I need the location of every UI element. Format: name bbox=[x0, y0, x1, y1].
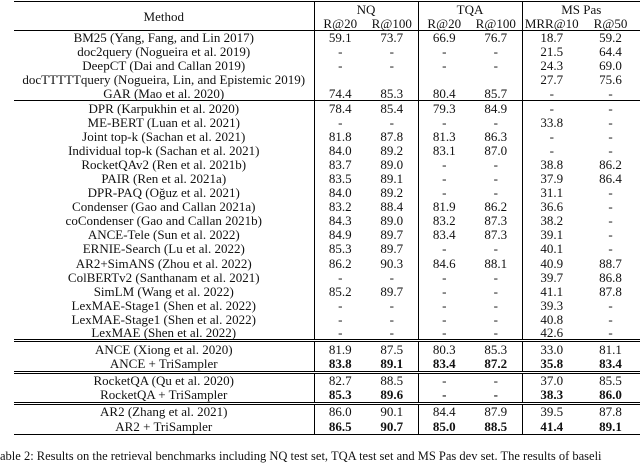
value-cell: 84.3 bbox=[328, 213, 352, 229]
value-cell: 35.8 bbox=[540, 356, 564, 372]
value-cell: - bbox=[608, 100, 613, 116]
table-row bbox=[14, 73, 640, 87]
value-cell bbox=[314, 73, 366, 87]
value-cell: 85.5 bbox=[599, 373, 622, 389]
value-cell: 88.7 bbox=[599, 255, 622, 271]
value-cell: - bbox=[338, 44, 343, 60]
value-cell: - bbox=[366, 312, 418, 326]
value-cell: 89.0 bbox=[366, 214, 418, 228]
value-cell: 88.5 bbox=[366, 372, 418, 388]
group-header-mspas: MS Pas bbox=[561, 1, 602, 17]
table-body bbox=[14, 31, 640, 435]
table-caption: able 2: Results on the retrieval benchmarks including NQ test set, TQA test set and MS Pas dev set. The results of baseli bbox=[0, 449, 602, 463]
value-cell: 85.7 bbox=[470, 87, 522, 101]
value-cell: 87.5 bbox=[366, 341, 418, 357]
value-cell: 84.0 bbox=[328, 185, 352, 201]
value-cell: 75.6 bbox=[599, 72, 622, 88]
value-cell: 87.3 bbox=[470, 228, 522, 242]
value-cell: 81.8 bbox=[328, 128, 352, 144]
value-cell: 87.2 bbox=[470, 357, 522, 373]
value-cell bbox=[418, 73, 470, 87]
value-cell bbox=[470, 73, 522, 87]
value-cell: - bbox=[608, 227, 613, 243]
value-cell: - bbox=[608, 142, 613, 158]
value-cell: 39.1 bbox=[540, 227, 564, 243]
method-cell: GAR (Mao et al. 2020) bbox=[14, 87, 314, 101]
value-cell: 82.7 bbox=[328, 373, 352, 389]
value-cell: 85.3 bbox=[328, 387, 352, 403]
value-cell: - bbox=[442, 156, 447, 172]
value-cell: - bbox=[470, 312, 522, 326]
value-cell: 89.2 bbox=[366, 143, 418, 157]
value-cell: - bbox=[442, 241, 447, 257]
value-cell: 81.9 bbox=[328, 342, 352, 358]
value-cell: - bbox=[608, 114, 613, 130]
value-cell: 38.8 bbox=[540, 156, 564, 172]
method-header: Method bbox=[14, 2, 314, 31]
value-cell: - bbox=[470, 115, 522, 129]
value-cell: 83.2 bbox=[328, 199, 352, 215]
method-cell: LexMAE-Stage1 (Shen et al. 2022) bbox=[14, 298, 314, 312]
value-cell: 83.4 bbox=[599, 356, 622, 372]
value-cell: 87.0 bbox=[470, 143, 522, 157]
table-row bbox=[14, 214, 640, 228]
value-cell bbox=[366, 73, 418, 87]
value-cell: 85.4 bbox=[366, 101, 418, 115]
value-cell: 39.7 bbox=[540, 269, 564, 285]
value-cell: 83.1 bbox=[432, 142, 456, 158]
value-cell: 39.3 bbox=[540, 297, 564, 313]
method-cell: ME-BERT (Luan et al. 2021) bbox=[14, 115, 314, 129]
table-row bbox=[14, 87, 640, 101]
value-cell: - bbox=[442, 373, 447, 389]
value-cell: - bbox=[338, 269, 343, 285]
value-cell: - bbox=[470, 186, 522, 200]
metric-header: R@20 bbox=[323, 15, 358, 31]
method-cell: Individual top-k (Sachan et al. 2021) bbox=[14, 143, 314, 157]
value-cell: 37.0 bbox=[540, 373, 564, 389]
value-cell: 59.2 bbox=[599, 30, 622, 46]
results-table bbox=[14, 1, 640, 435]
method-cell: ANCE-Tele (Sun et al. 2022) bbox=[14, 228, 314, 242]
value-cell: 86.2 bbox=[599, 156, 622, 172]
value-cell: 90.7 bbox=[366, 419, 418, 435]
value-cell: - bbox=[470, 298, 522, 312]
method-cell: ERNIE-Search (Lu et al. 2022) bbox=[14, 242, 314, 256]
value-cell: 83.4 bbox=[432, 227, 456, 243]
method-cell: BM25 (Yang, Fang, and Lin 2017) bbox=[14, 31, 314, 45]
value-cell: - bbox=[549, 100, 554, 116]
value-cell: 85.3 bbox=[328, 241, 352, 257]
metric-header: R@20 bbox=[427, 15, 462, 31]
value-cell: - bbox=[442, 325, 447, 341]
table-row bbox=[14, 101, 640, 115]
value-cell: 27.7 bbox=[540, 72, 564, 88]
value-cell: 86.2 bbox=[328, 255, 352, 271]
value-cell: 89.0 bbox=[366, 157, 418, 171]
table-row bbox=[14, 419, 640, 435]
value-cell: - bbox=[470, 284, 522, 298]
value-cell: - bbox=[366, 270, 418, 284]
value-cell: - bbox=[470, 157, 522, 171]
value-cell: - bbox=[442, 269, 447, 285]
group-header-tqa: TQA bbox=[418, 2, 522, 17]
value-cell: 88.1 bbox=[470, 256, 522, 270]
table-row bbox=[14, 388, 640, 404]
table-row bbox=[14, 59, 640, 73]
table-row bbox=[14, 341, 640, 357]
table-row bbox=[14, 31, 640, 45]
value-cell: 90.3 bbox=[366, 256, 418, 270]
value-cell: 86.0 bbox=[599, 387, 622, 403]
value-cell: 81.1 bbox=[599, 342, 622, 358]
value-cell: 41.1 bbox=[540, 283, 564, 299]
value-cell: 40.8 bbox=[540, 311, 564, 327]
value-cell: - bbox=[442, 311, 447, 327]
value-cell: 87.8 bbox=[366, 129, 418, 143]
table-row bbox=[14, 186, 640, 200]
method-cell: RocketQAv2 (Ren et al. 2021b) bbox=[14, 157, 314, 171]
value-cell: - bbox=[338, 297, 343, 313]
value-cell: 18.7 bbox=[540, 30, 564, 46]
method-cell: DeepCT (Dai and Callan 2019) bbox=[14, 59, 314, 73]
value-cell: 86.5 bbox=[328, 418, 352, 434]
value-cell: 69.0 bbox=[599, 58, 622, 74]
metric-header: R@50 bbox=[593, 15, 628, 31]
value-cell: - bbox=[470, 372, 522, 388]
value-cell: 41.4 bbox=[540, 418, 564, 434]
value-cell: 84.9 bbox=[470, 101, 522, 115]
value-cell: - bbox=[366, 59, 418, 73]
value-cell: - bbox=[470, 171, 522, 185]
metric-header: MRR@10 bbox=[524, 15, 579, 31]
value-cell: 79.3 bbox=[432, 100, 456, 116]
value-cell: 80.3 bbox=[432, 342, 456, 358]
value-cell: 86.3 bbox=[470, 129, 522, 143]
method-cell: SimLM (Wang et al. 2022) bbox=[14, 284, 314, 298]
method-cell: coCondenser (Gao and Callan 2021b) bbox=[14, 214, 314, 228]
value-cell: - bbox=[366, 45, 418, 59]
method-cell: DPR (Karpukhin et al. 2020) bbox=[14, 101, 314, 115]
value-cell: - bbox=[442, 44, 447, 60]
value-cell: - bbox=[608, 241, 613, 257]
value-cell: - bbox=[366, 298, 418, 312]
value-cell: 85.3 bbox=[470, 341, 522, 357]
method-cell: Condenser (Gao and Callan 2021a) bbox=[14, 200, 314, 214]
value-cell: 86.8 bbox=[599, 269, 622, 285]
method-cell: ANCE + TriSampler bbox=[14, 357, 314, 373]
value-cell: 84.6 bbox=[432, 255, 456, 271]
value-cell: - bbox=[442, 170, 447, 186]
table-row bbox=[14, 326, 640, 341]
method-cell: AR2+SimANS (Zhou et al. 2022) bbox=[14, 256, 314, 270]
value-cell: - bbox=[442, 283, 447, 299]
value-cell: - bbox=[608, 199, 613, 215]
value-cell: 83.2 bbox=[432, 213, 456, 229]
value-cell: 89.2 bbox=[366, 186, 418, 200]
value-cell: 66.9 bbox=[432, 30, 456, 46]
value-cell: 87.9 bbox=[470, 403, 522, 419]
value-cell: 81.9 bbox=[432, 199, 456, 215]
value-cell: - bbox=[442, 387, 447, 403]
value-cell: 84.4 bbox=[432, 404, 456, 420]
value-cell: 85.0 bbox=[432, 418, 456, 434]
value-cell: 83.4 bbox=[432, 356, 456, 372]
table-row bbox=[14, 256, 640, 270]
method-cell: ANCE (Xiong et al. 2020) bbox=[14, 341, 314, 357]
table-header bbox=[14, 2, 640, 31]
value-cell: 21.5 bbox=[540, 44, 564, 60]
value-cell: 76.7 bbox=[470, 31, 522, 45]
value-cell: - bbox=[549, 86, 554, 102]
value-cell: 31.1 bbox=[540, 185, 564, 201]
value-cell: - bbox=[442, 297, 447, 313]
table-row bbox=[14, 157, 640, 171]
value-cell: - bbox=[608, 325, 613, 341]
value-cell: 89.6 bbox=[366, 388, 418, 404]
value-cell: 86.0 bbox=[328, 404, 352, 420]
value-cell: 90.1 bbox=[366, 403, 418, 419]
value-cell: 38.3 bbox=[540, 387, 564, 403]
value-cell: 80.4 bbox=[432, 86, 456, 102]
table-row bbox=[14, 357, 640, 373]
value-cell: - bbox=[608, 311, 613, 327]
method-cell: LexMAE (Shen et al. 2022) bbox=[14, 326, 314, 341]
value-cell: - bbox=[470, 242, 522, 256]
value-cell: 85.2 bbox=[328, 283, 352, 299]
value-cell: - bbox=[470, 326, 522, 341]
table-row bbox=[14, 115, 640, 129]
table-row bbox=[14, 143, 640, 157]
value-cell: - bbox=[608, 213, 613, 229]
value-cell: - bbox=[608, 86, 613, 102]
value-cell: - bbox=[470, 388, 522, 404]
method-cell: LexMAE-Stage1 (Shen et al. 2022) bbox=[14, 312, 314, 326]
value-cell: - bbox=[549, 142, 554, 158]
value-cell: 86.4 bbox=[599, 170, 622, 186]
value-cell: 36.6 bbox=[540, 199, 564, 215]
table-row bbox=[14, 200, 640, 214]
value-cell: 89.7 bbox=[366, 228, 418, 242]
value-cell: 87.8 bbox=[599, 283, 622, 299]
value-cell: 84.9 bbox=[328, 227, 352, 243]
value-cell: 83.8 bbox=[328, 356, 352, 372]
value-cell: 38.2 bbox=[540, 213, 564, 229]
value-cell: 81.3 bbox=[432, 128, 456, 144]
metric-header: R@100 bbox=[470, 17, 522, 31]
table-row bbox=[14, 45, 640, 59]
table-row bbox=[14, 403, 640, 419]
table-row bbox=[14, 312, 640, 326]
method-cell: Joint top-k (Sachan et al. 2021) bbox=[14, 129, 314, 143]
value-cell: 83.7 bbox=[328, 156, 352, 172]
method-cell: RocketQA (Qu et al. 2020) bbox=[14, 372, 314, 388]
value-cell: 85.3 bbox=[366, 87, 418, 101]
value-cell: 59.1 bbox=[328, 30, 352, 46]
value-cell: 40.1 bbox=[540, 241, 564, 257]
value-cell: - bbox=[470, 45, 522, 59]
method-cell: RocketQA + TriSampler bbox=[14, 388, 314, 404]
table-row bbox=[14, 228, 640, 242]
value-cell: 89.7 bbox=[366, 284, 418, 298]
method-cell: AR2 (Zhang et al. 2021) bbox=[14, 403, 314, 419]
method-cell: docTTTTTquery (Nogueira, Lin, and Epistemic 2019) bbox=[14, 73, 314, 87]
method-cell: PAIR (Ren et al. 2021a) bbox=[14, 171, 314, 185]
value-cell: - bbox=[442, 114, 447, 130]
value-cell: - bbox=[608, 297, 613, 313]
value-cell: - bbox=[366, 115, 418, 129]
value-cell: 87.3 bbox=[470, 214, 522, 228]
value-cell: 33.8 bbox=[540, 114, 564, 130]
value-cell: 89.1 bbox=[599, 418, 622, 434]
table-row bbox=[14, 372, 640, 388]
value-cell: 89.1 bbox=[366, 357, 418, 373]
value-cell: - bbox=[366, 326, 418, 341]
value-cell: 87.8 bbox=[599, 404, 622, 420]
value-cell: - bbox=[470, 270, 522, 284]
value-cell: - bbox=[549, 128, 554, 144]
value-cell: 88.4 bbox=[366, 200, 418, 214]
value-cell: 84.0 bbox=[328, 142, 352, 158]
value-cell: 89.1 bbox=[366, 171, 418, 185]
value-cell: - bbox=[470, 59, 522, 73]
value-cell: 39.5 bbox=[540, 404, 564, 420]
method-cell: DPR-PAQ (Oğuz et al. 2021) bbox=[14, 186, 314, 200]
value-cell: - bbox=[338, 325, 343, 341]
table-row bbox=[14, 270, 640, 284]
value-cell: 24.3 bbox=[540, 58, 564, 74]
value-cell: - bbox=[338, 114, 343, 130]
group-header-nq: NQ bbox=[314, 2, 418, 17]
value-cell: - bbox=[338, 58, 343, 74]
value-cell: 37.9 bbox=[540, 170, 564, 186]
value-cell: - bbox=[608, 185, 613, 201]
value-cell: 83.5 bbox=[328, 170, 352, 186]
value-cell: 74.4 bbox=[328, 86, 352, 102]
value-cell: 89.7 bbox=[366, 242, 418, 256]
value-cell: - bbox=[442, 185, 447, 201]
metric-header: R@100 bbox=[366, 17, 418, 31]
table-row bbox=[14, 298, 640, 312]
value-cell: 40.9 bbox=[540, 255, 564, 271]
value-cell: 73.7 bbox=[366, 31, 418, 45]
method-cell: AR2 + TriSampler bbox=[14, 419, 314, 435]
value-cell: 64.4 bbox=[599, 44, 622, 60]
value-cell: 78.4 bbox=[328, 100, 352, 116]
table-row bbox=[14, 242, 640, 256]
value-cell: 33.0 bbox=[540, 342, 564, 358]
table-row bbox=[14, 129, 640, 143]
value-cell: 88.5 bbox=[470, 419, 522, 435]
table-row bbox=[14, 284, 640, 298]
value-cell: - bbox=[608, 128, 613, 144]
value-cell: 86.2 bbox=[470, 200, 522, 214]
method-cell: ColBERTv2 (Santhanam et al. 2021) bbox=[14, 270, 314, 284]
method-cell: doc2query (Nogueira et al. 2019) bbox=[14, 45, 314, 59]
value-cell: - bbox=[338, 311, 343, 327]
value-cell: - bbox=[442, 58, 447, 74]
table-row bbox=[14, 171, 640, 185]
value-cell: 42.6 bbox=[540, 325, 564, 341]
